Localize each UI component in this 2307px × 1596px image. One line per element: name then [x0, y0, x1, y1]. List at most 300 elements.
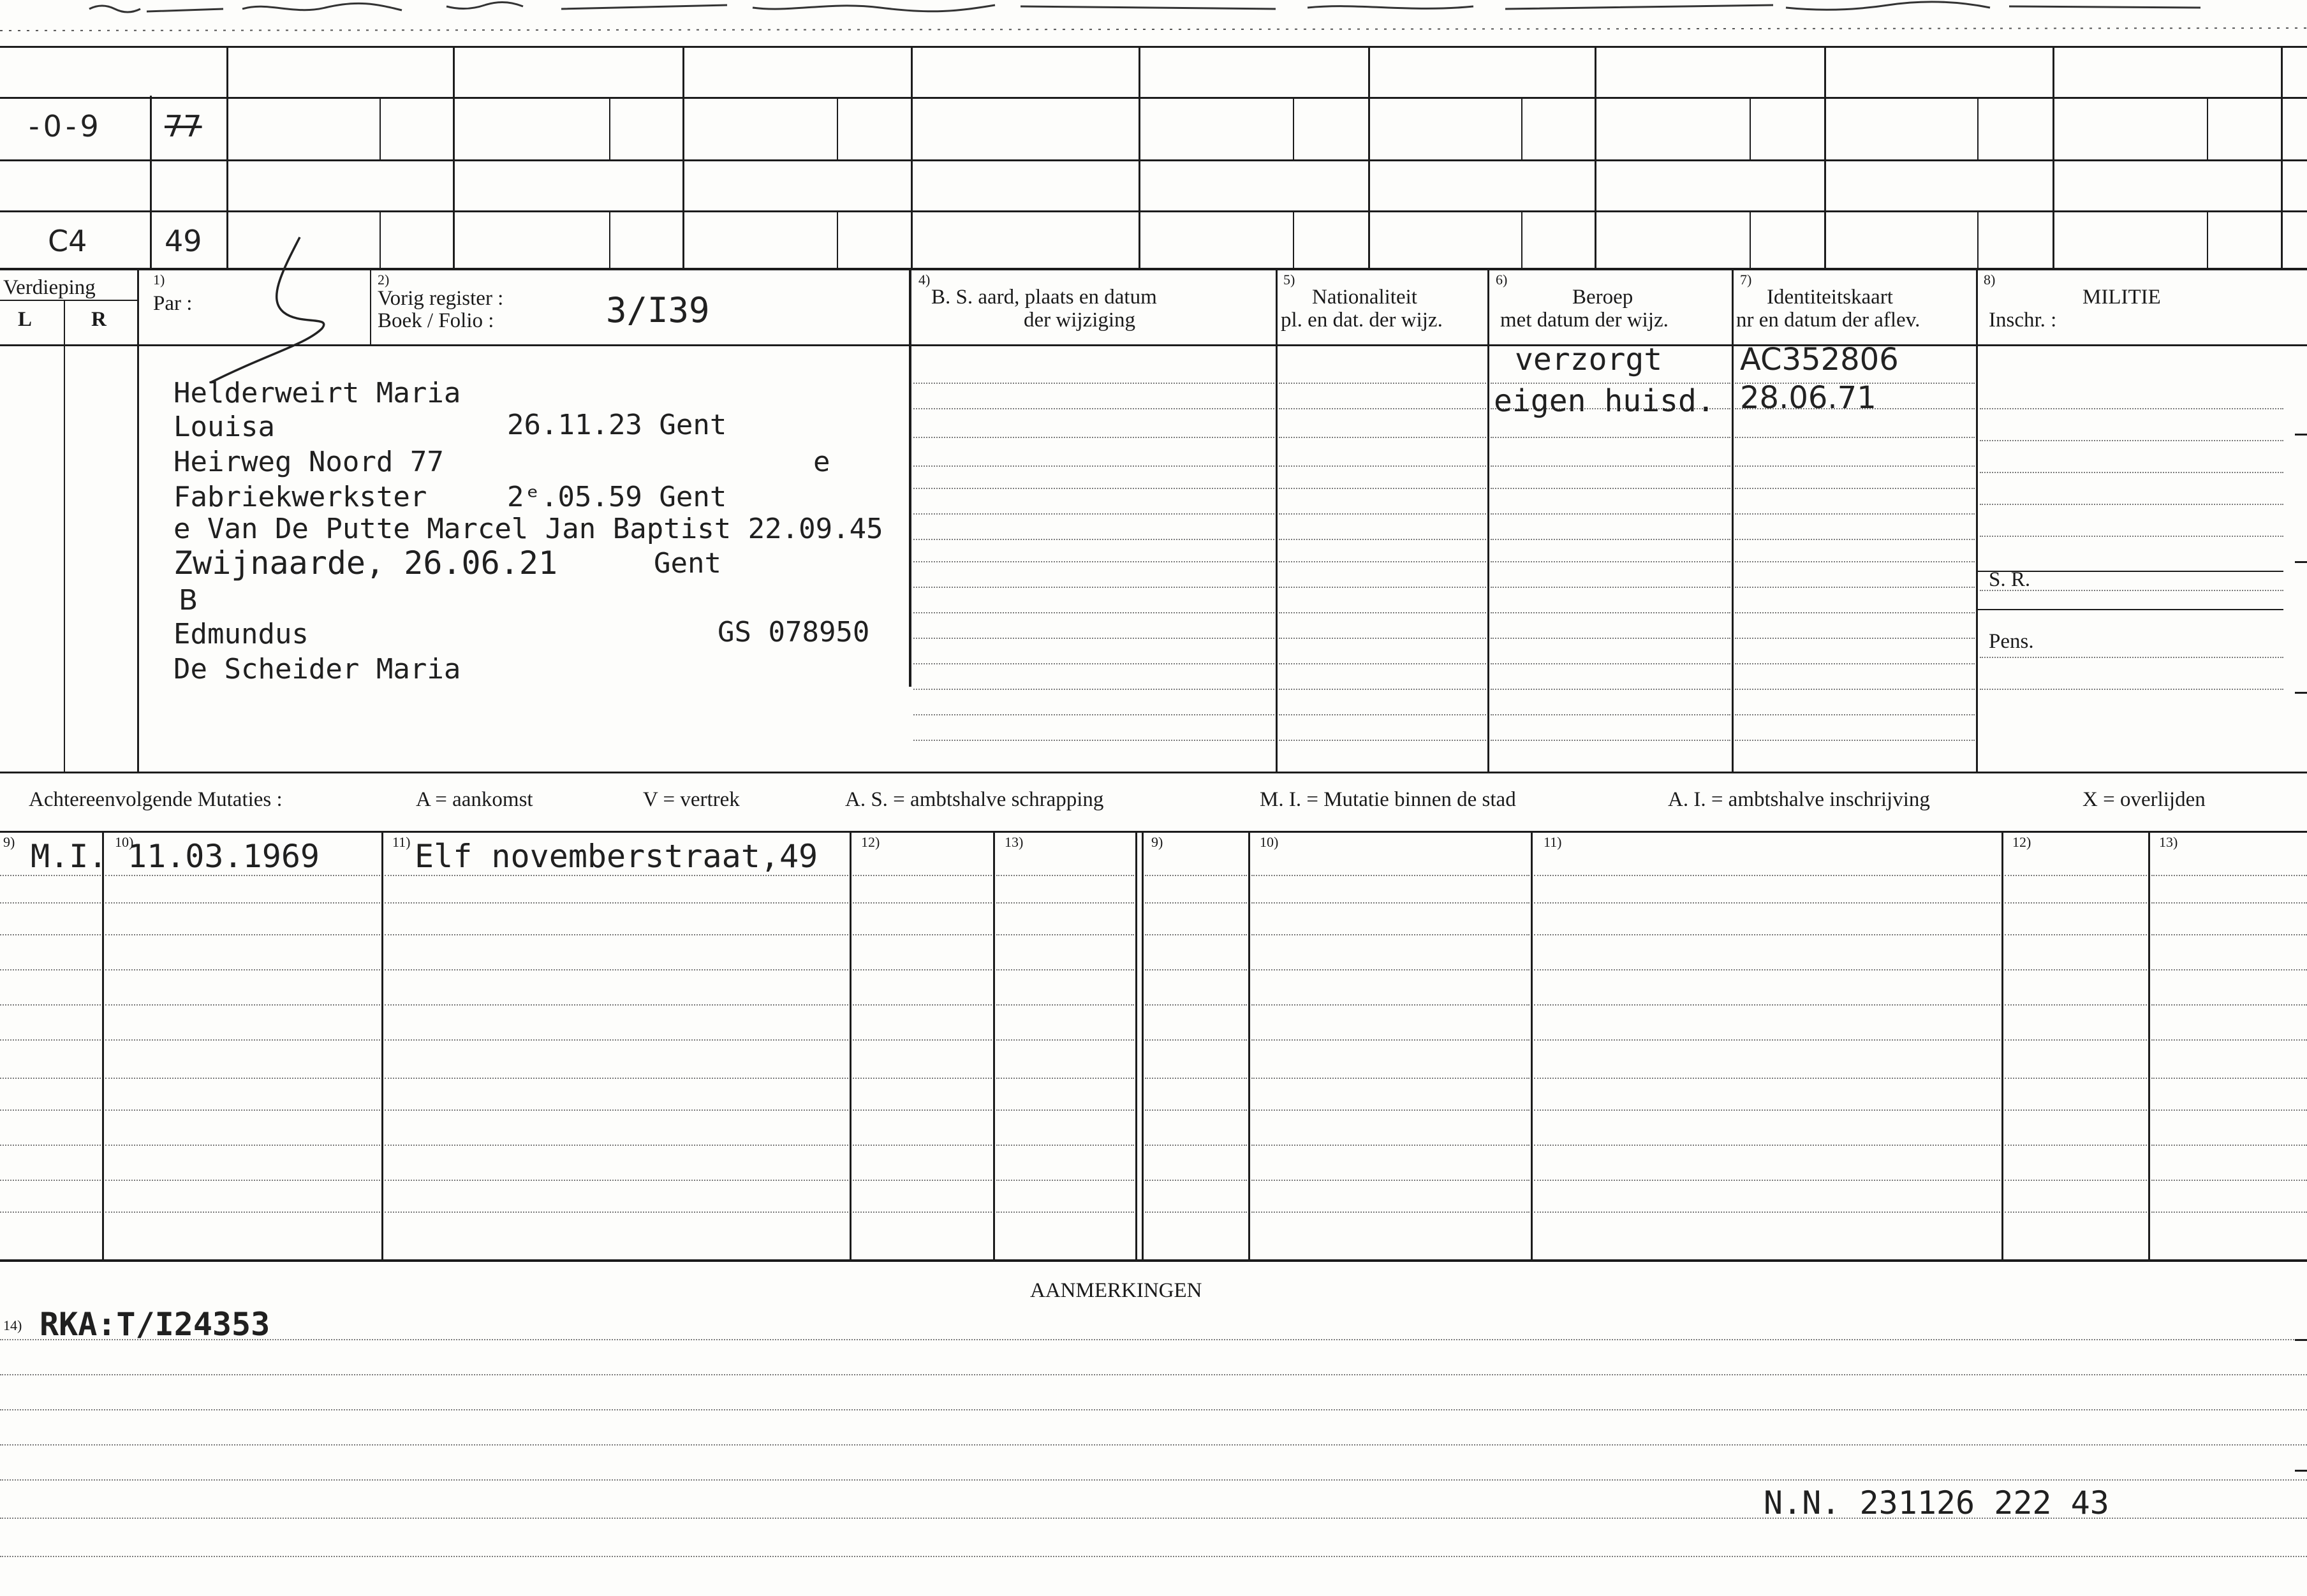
rule: [682, 46, 684, 269]
remarks-text: RKA:T/I24353: [40, 1306, 270, 1343]
dotted-rule: [853, 875, 992, 876]
top-row-value: C4: [48, 224, 87, 258]
rule: [226, 46, 228, 269]
dotted-rule: [1251, 1180, 1529, 1181]
dotted-rule: [385, 875, 848, 876]
rule: [1276, 269, 1278, 772]
col5-header: Nationaliteit: [1312, 286, 1417, 309]
dotted-rule: [1279, 513, 1486, 515]
person-line: Fabriekwerkster: [173, 481, 427, 513]
person-line: e Van De Putte Marcel Jan Baptist 22.09.45: [173, 513, 883, 545]
col7-header: nr en datum der aflev.: [1736, 309, 1920, 332]
dotted-rule: [913, 408, 1274, 409]
dotted-rule: [1491, 488, 1730, 489]
dotted-rule: [1251, 1212, 1529, 1213]
dotted-rule: [0, 1078, 101, 1079]
dotted-rule: [1534, 1180, 2000, 1181]
dotted-rule: [0, 875, 101, 876]
rule: [1142, 832, 1144, 1261]
dotted-rule: [913, 689, 1274, 690]
dotted-rule: [1279, 638, 1486, 639]
boek-folio-label: Boek / Folio :: [378, 309, 494, 332]
rule: [0, 97, 2307, 99]
inschr-label: Inschr. :: [1989, 309, 2057, 332]
field-number: 12): [2012, 834, 2031, 850]
dotted-rule: [1279, 714, 1486, 715]
dotted-rule: [1735, 740, 1975, 741]
rule: [137, 269, 139, 772]
person-line: Louisa: [173, 411, 275, 443]
mutation-date: 11.03.1969: [128, 838, 320, 875]
sr-label: S. R.: [1989, 568, 2031, 591]
dotted-rule: [913, 561, 1274, 562]
dotted-rule: [1534, 969, 2000, 970]
field-number: 9): [1151, 834, 1163, 850]
edge-tick: [2295, 692, 2307, 694]
dotted-rule: [1735, 638, 1975, 639]
dotted-rule: [0, 1109, 101, 1111]
rule: [381, 832, 383, 1261]
field-number: 7): [1740, 272, 1752, 288]
dotted-rule: [105, 1109, 380, 1111]
dotted-rule: [2151, 1145, 2307, 1146]
dotted-rule: [1735, 488, 1975, 489]
dotted-rule: [996, 902, 1134, 904]
dotted-rule: [0, 1004, 101, 1006]
dotted-rule: [1251, 902, 1529, 904]
dotted-rule: [1735, 663, 1975, 664]
dotted-rule: [0, 1039, 101, 1041]
rule: [1293, 97, 1294, 159]
rule: [2207, 210, 2208, 269]
rule: [1135, 832, 1137, 1261]
legend-item: A. S. = ambtshalve schrapping: [845, 788, 1104, 811]
dotted-rule: [1279, 488, 1486, 489]
col6-header: met datum der wijz.: [1500, 309, 1669, 332]
dotted-rule: [1251, 1004, 1529, 1006]
dotted-rule: [1735, 465, 1975, 467]
dotted-rule: [913, 437, 1274, 438]
dotted-rule: [913, 663, 1274, 664]
person-line: Helderweirt Maria: [173, 377, 461, 409]
dotted-rule: [2151, 1078, 2307, 1079]
person-line: B: [179, 584, 198, 617]
field-number: 4): [918, 272, 931, 288]
dotted-rule: [0, 1180, 101, 1181]
rule: [1977, 609, 2283, 610]
dotted-rule: [996, 934, 1134, 935]
col6-header: Beroep: [1572, 286, 1633, 309]
dotted-rule: [1145, 875, 1247, 876]
rule: [102, 832, 104, 1261]
rule: [850, 832, 851, 1261]
rule: [150, 96, 152, 269]
boek-folio-value: 3/I39: [606, 290, 710, 330]
beroep-value: verzorgt: [1515, 342, 1663, 377]
beroep-value: eigen huisd.: [1494, 383, 1715, 419]
dotted-rule: [105, 875, 380, 876]
rule: [0, 159, 2307, 161]
field-number: 12): [861, 834, 880, 850]
dotted-rule: [1279, 383, 1486, 384]
dotted-rule: [2151, 934, 2307, 935]
dotted-rule: [385, 902, 848, 904]
dotted-rule: [105, 934, 380, 935]
dotted-rule: [1145, 1180, 1247, 1181]
edge-tick: [2295, 434, 2307, 436]
dotted-rule: [1491, 465, 1730, 467]
dotted-rule: [385, 1109, 848, 1111]
mutations-legend-title: Achtereenvolgende Mutaties :: [29, 788, 283, 811]
dotted-rule: [1491, 689, 1730, 690]
dotted-rule: [996, 1109, 1134, 1111]
dotted-rule: [0, 1339, 2307, 1340]
mutation-address: Elf novemberstraat,49: [415, 838, 818, 875]
dotted-rule: [996, 875, 1134, 876]
dotted-rule: [996, 1212, 1134, 1213]
dotted-rule: [2005, 902, 2147, 904]
dotted-rule: [913, 612, 1274, 613]
rule: [1521, 97, 1522, 159]
rule: [993, 832, 995, 1261]
person-line: 26.11.23 Gent: [507, 409, 727, 441]
top-row-value: 77: [165, 109, 202, 143]
dotted-rule: [1980, 504, 2283, 505]
dotted-rule: [1534, 902, 2000, 904]
field-number: 11): [1544, 834, 1562, 850]
dotted-rule: [913, 383, 1274, 384]
dotted-rule: [913, 587, 1274, 588]
dotted-rule: [1251, 934, 1529, 935]
dotted-rule: [105, 1145, 380, 1146]
dotted-rule: [385, 934, 848, 935]
dotted-rule: [1491, 539, 1730, 540]
edge-tick: [2295, 1470, 2307, 1472]
field-number: 13): [1005, 834, 1024, 850]
field-number: 6): [1496, 272, 1508, 288]
vorig-register-label: Vorig register :: [378, 287, 504, 310]
dotted-rule: [1145, 1004, 1247, 1006]
dotted-rule: [1534, 1145, 2000, 1146]
rule: [1750, 97, 1751, 159]
dotted-rule: [2151, 1039, 2307, 1041]
dotted-rule: [0, 1145, 101, 1146]
dotted-rule: [1980, 536, 2283, 537]
dotted-rule: [2005, 1180, 2147, 1181]
dotted-rule: [1145, 902, 1247, 904]
rule: [0, 1259, 2307, 1262]
dotted-rule: [385, 1039, 848, 1041]
remarks-title: AANMERKINGEN: [1030, 1279, 1202, 1302]
top-scribble-strip: [0, 0, 2307, 45]
col4-header: B. S. aard, plaats en datum: [931, 286, 1157, 309]
pens-label: Pens.: [1989, 630, 2034, 653]
dotted-rule: [1735, 513, 1975, 515]
edge-tick: [2295, 1339, 2307, 1341]
dotted-rule: [1491, 561, 1730, 562]
rule: [0, 300, 137, 301]
dotted-rule: [0, 1556, 2307, 1557]
dotted-rule: [105, 1078, 380, 1079]
col-l-label: L: [18, 308, 33, 331]
dotted-rule: [1534, 1212, 2000, 1213]
rule: [1139, 46, 1140, 269]
col7-header: Identiteitskaart: [1767, 286, 1893, 309]
rule: [0, 344, 2307, 346]
dotted-rule: [1735, 539, 1975, 540]
dotted-rule: [996, 1145, 1134, 1146]
dotted-rule: [2151, 1212, 2307, 1213]
dotted-rule: [853, 1078, 992, 1079]
dotted-rule: [913, 539, 1274, 540]
field-number: 2): [378, 272, 390, 288]
dotted-rule: [913, 488, 1274, 489]
dotted-rule: [2151, 1109, 2307, 1111]
dotted-rule: [2005, 1004, 2147, 1006]
rule: [2148, 832, 2150, 1261]
person-line: e: [813, 446, 830, 478]
field-number: 10): [1260, 834, 1279, 850]
dotted-rule: [1491, 714, 1730, 715]
field-number: 9): [3, 834, 15, 850]
field-number: 8): [1984, 272, 1996, 288]
dotted-rule: [1145, 1212, 1247, 1213]
dotted-rule: [996, 1180, 1134, 1181]
dotted-rule: [2151, 1004, 2307, 1006]
dotted-rule: [2151, 875, 2307, 876]
field-number: 13): [2159, 834, 2178, 850]
dotted-rule: [853, 1212, 992, 1213]
mutation-code: M.I.: [31, 838, 108, 875]
verdieping-label: Verdieping: [3, 276, 96, 299]
rule: [370, 269, 371, 344]
dotted-rule: [1735, 689, 1975, 690]
col-r-label: R: [91, 308, 107, 331]
dotted-rule: [105, 902, 380, 904]
rule: [1595, 46, 1596, 269]
rule: [1368, 46, 1370, 269]
rule: [837, 97, 838, 159]
dotted-rule: [1251, 1109, 1529, 1111]
rule: [0, 831, 2307, 833]
dotted-rule: [1145, 1145, 1247, 1146]
rule: [909, 269, 911, 687]
dotted-rule: [1251, 1078, 1529, 1079]
top-row-value: -0-9: [29, 109, 103, 143]
dotted-rule: [853, 1145, 992, 1146]
national-number: N.N. 231126 222 43: [1764, 1484, 2109, 1521]
dotted-rule: [2005, 1078, 2147, 1079]
person-line: Heirweg Noord 77: [173, 446, 444, 478]
rule: [2281, 46, 2283, 269]
dotted-rule: [1534, 934, 2000, 935]
dotted-rule: [2151, 902, 2307, 904]
dotted-rule: [1491, 513, 1730, 515]
dotted-rule: [996, 1004, 1134, 1006]
dotted-rule: [1491, 612, 1730, 613]
dotted-rule: [2005, 969, 2147, 970]
dotted-rule: [1279, 689, 1486, 690]
legend-item: V = vertrek: [643, 788, 740, 811]
dotted-rule: [0, 1479, 2307, 1481]
dotted-rule: [1491, 663, 1730, 664]
dotted-rule: [2005, 1039, 2147, 1041]
rule: [1521, 210, 1522, 269]
dotted-rule: [1980, 440, 2283, 441]
dotted-rule: [1735, 612, 1975, 613]
dotted-rule: [1980, 472, 2283, 473]
dotted-rule: [105, 1180, 380, 1181]
legend-item: A. I. = ambtshalve inschrijving: [1668, 788, 1930, 811]
dotted-rule: [996, 1078, 1134, 1079]
dotted-rule: [1735, 437, 1975, 438]
rule: [0, 46, 2307, 48]
rule: [1824, 46, 1826, 269]
dotted-rule: [853, 969, 992, 970]
dotted-rule: [1534, 875, 2000, 876]
dotted-rule: [1279, 408, 1486, 409]
dotted-rule: [1279, 465, 1486, 467]
person-line: Gent: [654, 547, 721, 580]
edge-tick: [2295, 561, 2307, 563]
dotted-rule: [385, 1145, 848, 1146]
dotted-rule: [1279, 663, 1486, 664]
dotted-rule: [1279, 587, 1486, 588]
field-number: 1): [153, 272, 165, 288]
dotted-rule: [913, 714, 1274, 715]
dotted-rule: [105, 1039, 380, 1041]
dotted-rule: [2151, 1180, 2307, 1181]
person-line: De Scheider Maria: [173, 653, 461, 685]
rule: [1977, 210, 1979, 269]
dotted-rule: [0, 1518, 2307, 1519]
dotted-rule: [2005, 875, 2147, 876]
dotted-rule: [385, 1180, 848, 1181]
dotted-rule: [1534, 1004, 2000, 1006]
dotted-rule: [105, 969, 380, 970]
field-number: 11): [392, 834, 411, 850]
dotted-rule: [1251, 875, 1529, 876]
rule: [2053, 46, 2054, 269]
field-number: 10): [115, 834, 134, 850]
rule: [1293, 210, 1294, 269]
dotted-rule: [385, 1004, 848, 1006]
rule: [0, 772, 2307, 773]
dotted-rule: [913, 638, 1274, 639]
dotted-rule: [1491, 638, 1730, 639]
legend-item: M. I. = Mutatie binnen de stad: [1260, 788, 1516, 811]
dotted-rule: [1491, 437, 1730, 438]
rule: [2001, 832, 2003, 1261]
dotted-rule: [1491, 587, 1730, 588]
top-row-value: 49: [165, 224, 202, 258]
legend-item: A = aankomst: [416, 788, 533, 811]
dotted-rule: [2005, 934, 2147, 935]
id-card-date: 28.06.71: [1740, 380, 1876, 416]
dotted-rule: [2005, 1212, 2147, 1213]
dotted-rule: [385, 1212, 848, 1213]
dotted-rule: [0, 1212, 101, 1213]
col4-header: der wijziging: [1024, 309, 1136, 332]
rule: [1976, 269, 1978, 772]
dotted-rule: [0, 1374, 2307, 1375]
dotted-rule: [1251, 1039, 1529, 1041]
dotted-rule: [1534, 1109, 2000, 1111]
dotted-rule: [1279, 539, 1486, 540]
dotted-rule: [0, 1444, 2307, 1446]
dotted-rule: [853, 1039, 992, 1041]
rule: [911, 46, 913, 269]
rule: [609, 210, 610, 269]
dotted-rule: [853, 934, 992, 935]
rule: [380, 97, 381, 159]
dotted-rule: [0, 902, 101, 904]
dotted-rule: [1145, 1078, 1247, 1079]
rule: [380, 210, 381, 269]
rule: [0, 210, 2307, 212]
dotted-rule: [1279, 612, 1486, 613]
rule: [1531, 832, 1533, 1261]
dotted-rule: [2151, 969, 2307, 970]
militie-title: MILITIE: [2082, 286, 2161, 309]
dotted-rule: [1279, 740, 1486, 741]
dotted-rule: [1145, 969, 1247, 970]
rule: [64, 300, 65, 772]
dotted-rule: [1980, 408, 2283, 409]
dotted-rule: [1251, 969, 1529, 970]
dotted-rule: [2005, 1145, 2147, 1146]
dotted-rule: [1980, 657, 2283, 658]
dotted-rule: [1735, 714, 1975, 715]
dotted-rule: [1735, 561, 1975, 562]
dotted-rule: [996, 1039, 1134, 1041]
par-label: Par :: [153, 292, 193, 315]
dotted-rule: [853, 1109, 992, 1111]
rule: [453, 46, 455, 269]
rule: [837, 210, 838, 269]
person-line: Zwijnaarde, 26.06.21: [173, 545, 558, 582]
dotted-rule: [0, 1409, 2307, 1410]
dotted-rule: [1735, 587, 1975, 588]
dotted-rule: [913, 740, 1274, 741]
person-line: 2ᵉ.05.59 Gent: [507, 481, 727, 513]
dotted-rule: [105, 1004, 380, 1006]
dotted-rule: [1145, 1109, 1247, 1111]
dotted-rule: [913, 465, 1274, 467]
dotted-rule: [853, 902, 992, 904]
field-number: 14): [3, 1317, 22, 1333]
rule: [1750, 210, 1751, 269]
dotted-rule: [913, 513, 1274, 515]
rule: [0, 268, 2307, 270]
dotted-rule: [0, 934, 101, 935]
dotted-rule: [2005, 1109, 2147, 1111]
rule: [609, 97, 610, 159]
col5-header: pl. en dat. der wijz.: [1281, 309, 1443, 332]
rule: [1248, 832, 1250, 1261]
rule: [1977, 97, 1979, 159]
field-number: 5): [1283, 272, 1295, 288]
dotted-rule: [0, 969, 101, 970]
dotted-rule: [1534, 1078, 2000, 1079]
rule: [2207, 97, 2208, 159]
dotted-rule: [1145, 1039, 1247, 1041]
rule: [1487, 269, 1489, 772]
dotted-rule: [1491, 740, 1730, 741]
person-line: GS 078950: [718, 616, 870, 648]
legend-item: X = overlijden: [2082, 788, 2206, 811]
person-line: Edmundus: [173, 618, 309, 650]
